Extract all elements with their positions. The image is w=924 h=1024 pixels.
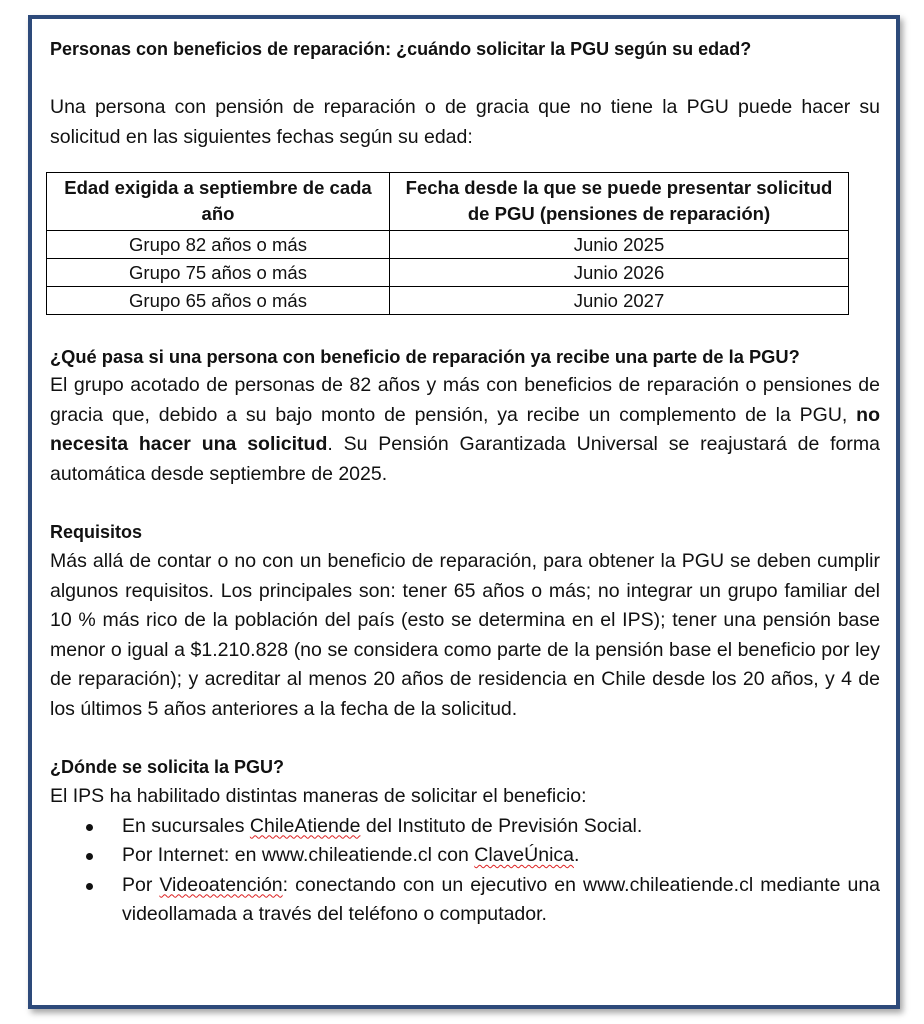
spellcheck-word: ClaveÚnica: [474, 844, 574, 866]
table-cell-group: Grupo 65 años o más: [47, 287, 390, 315]
where-intro: El IPS ha habilitado distintas maneras de solicitar el beneficio:: [50, 785, 587, 807]
document-frame: [28, 15, 900, 1009]
document-content: [50, 35, 880, 930]
no-request-needed-emphasis: no necesita hacer una solicitud: [50, 403, 880, 455]
section-heading-existing-pgu: ¿Qué pasa si una persona con beneficio de reparación ya recibe una parte de la PGU?: [50, 346, 800, 367]
list-item: Por Internet: en www.chileatiende.cl con ClaveÚnica.: [50, 841, 880, 871]
spellcheck-word: Videoatención: [159, 873, 283, 896]
spellcheck-word: ChileAtiende: [249, 814, 361, 837]
table-row: [47, 231, 849, 259]
bullet-icon: [86, 853, 93, 860]
table-cell-date: Junio 2026: [390, 259, 849, 287]
table-row: [47, 287, 849, 315]
section-heading-where: ¿Dónde se solicita la PGU?: [50, 757, 285, 777]
table-header-row: [47, 173, 849, 231]
bullet-icon: [86, 824, 93, 831]
table-cell-date: Junio 2025: [390, 231, 849, 259]
section-heading-requirements: Requisitos: [50, 522, 143, 542]
list-item: En sucursales ChileAtiende del Instituto de Previsión Social.: [50, 812, 880, 842]
table-header-age: Edad exigida a septiembre de cada año: [47, 173, 390, 231]
page-title: Personas con beneficios de reparación: ¿cuándo solicitar la PGU según su edad?: [50, 39, 752, 59]
age-group-table: [46, 172, 849, 315]
existing-pgu-paragraph: [50, 371, 880, 489]
bullet-icon: [86, 883, 93, 890]
table-row: [47, 259, 849, 287]
table-header-date: Fecha desde la que se puede presentar solicitud de PGU (pensiones de reparación): [390, 173, 849, 231]
request-channels-list: [50, 812, 880, 930]
existing-pgu-text-1: El grupo acotado de personas de 82 años y más con beneficios de reparación o pensiones de gracia que, debido a su bajo monto de pensión, ya recibe un complemento de la PGU,: [50, 374, 880, 426]
table-cell-group: Grupo 75 años o más: [47, 259, 390, 287]
requirements-paragraph: Más allá de contar o no con un beneficio de reparación, para obtener la PGU se deben cumplir algunos requisitos. Los principales son: tener 65 años o más; no integrar un grupo familiar del 10 % más rico de la población del país (esto se determina en el IPS); tener una pensión base menor o igual a $1.210.828 (no se considera como parte de la pensión base el beneficio por ley de reparación); y acreditar al menos 20 años de residencia en Chile desde los 20 años, y 4 de los últimos 5 años anteriores a la fecha de la solicitud.: [50, 550, 880, 720]
table-cell-group: Grupo 82 años o más: [47, 231, 390, 259]
list-item: Por Videoatención: conectando con un ejecutivo en www.chileatiende.cl mediante una videollamada a través del teléfono o computador.: [50, 871, 880, 930]
existing-pgu-text-2: . Su Pensión Garantizada Universal se reajustará de forma automática desde septiembre de 2025.: [50, 433, 880, 485]
intro-paragraph: Una persona con pensión de reparación o de gracia que no tiene la PGU puede hacer su solicitud en las siguientes fechas según su edad:: [50, 96, 880, 148]
table-cell-date: Junio 2027: [390, 287, 849, 315]
